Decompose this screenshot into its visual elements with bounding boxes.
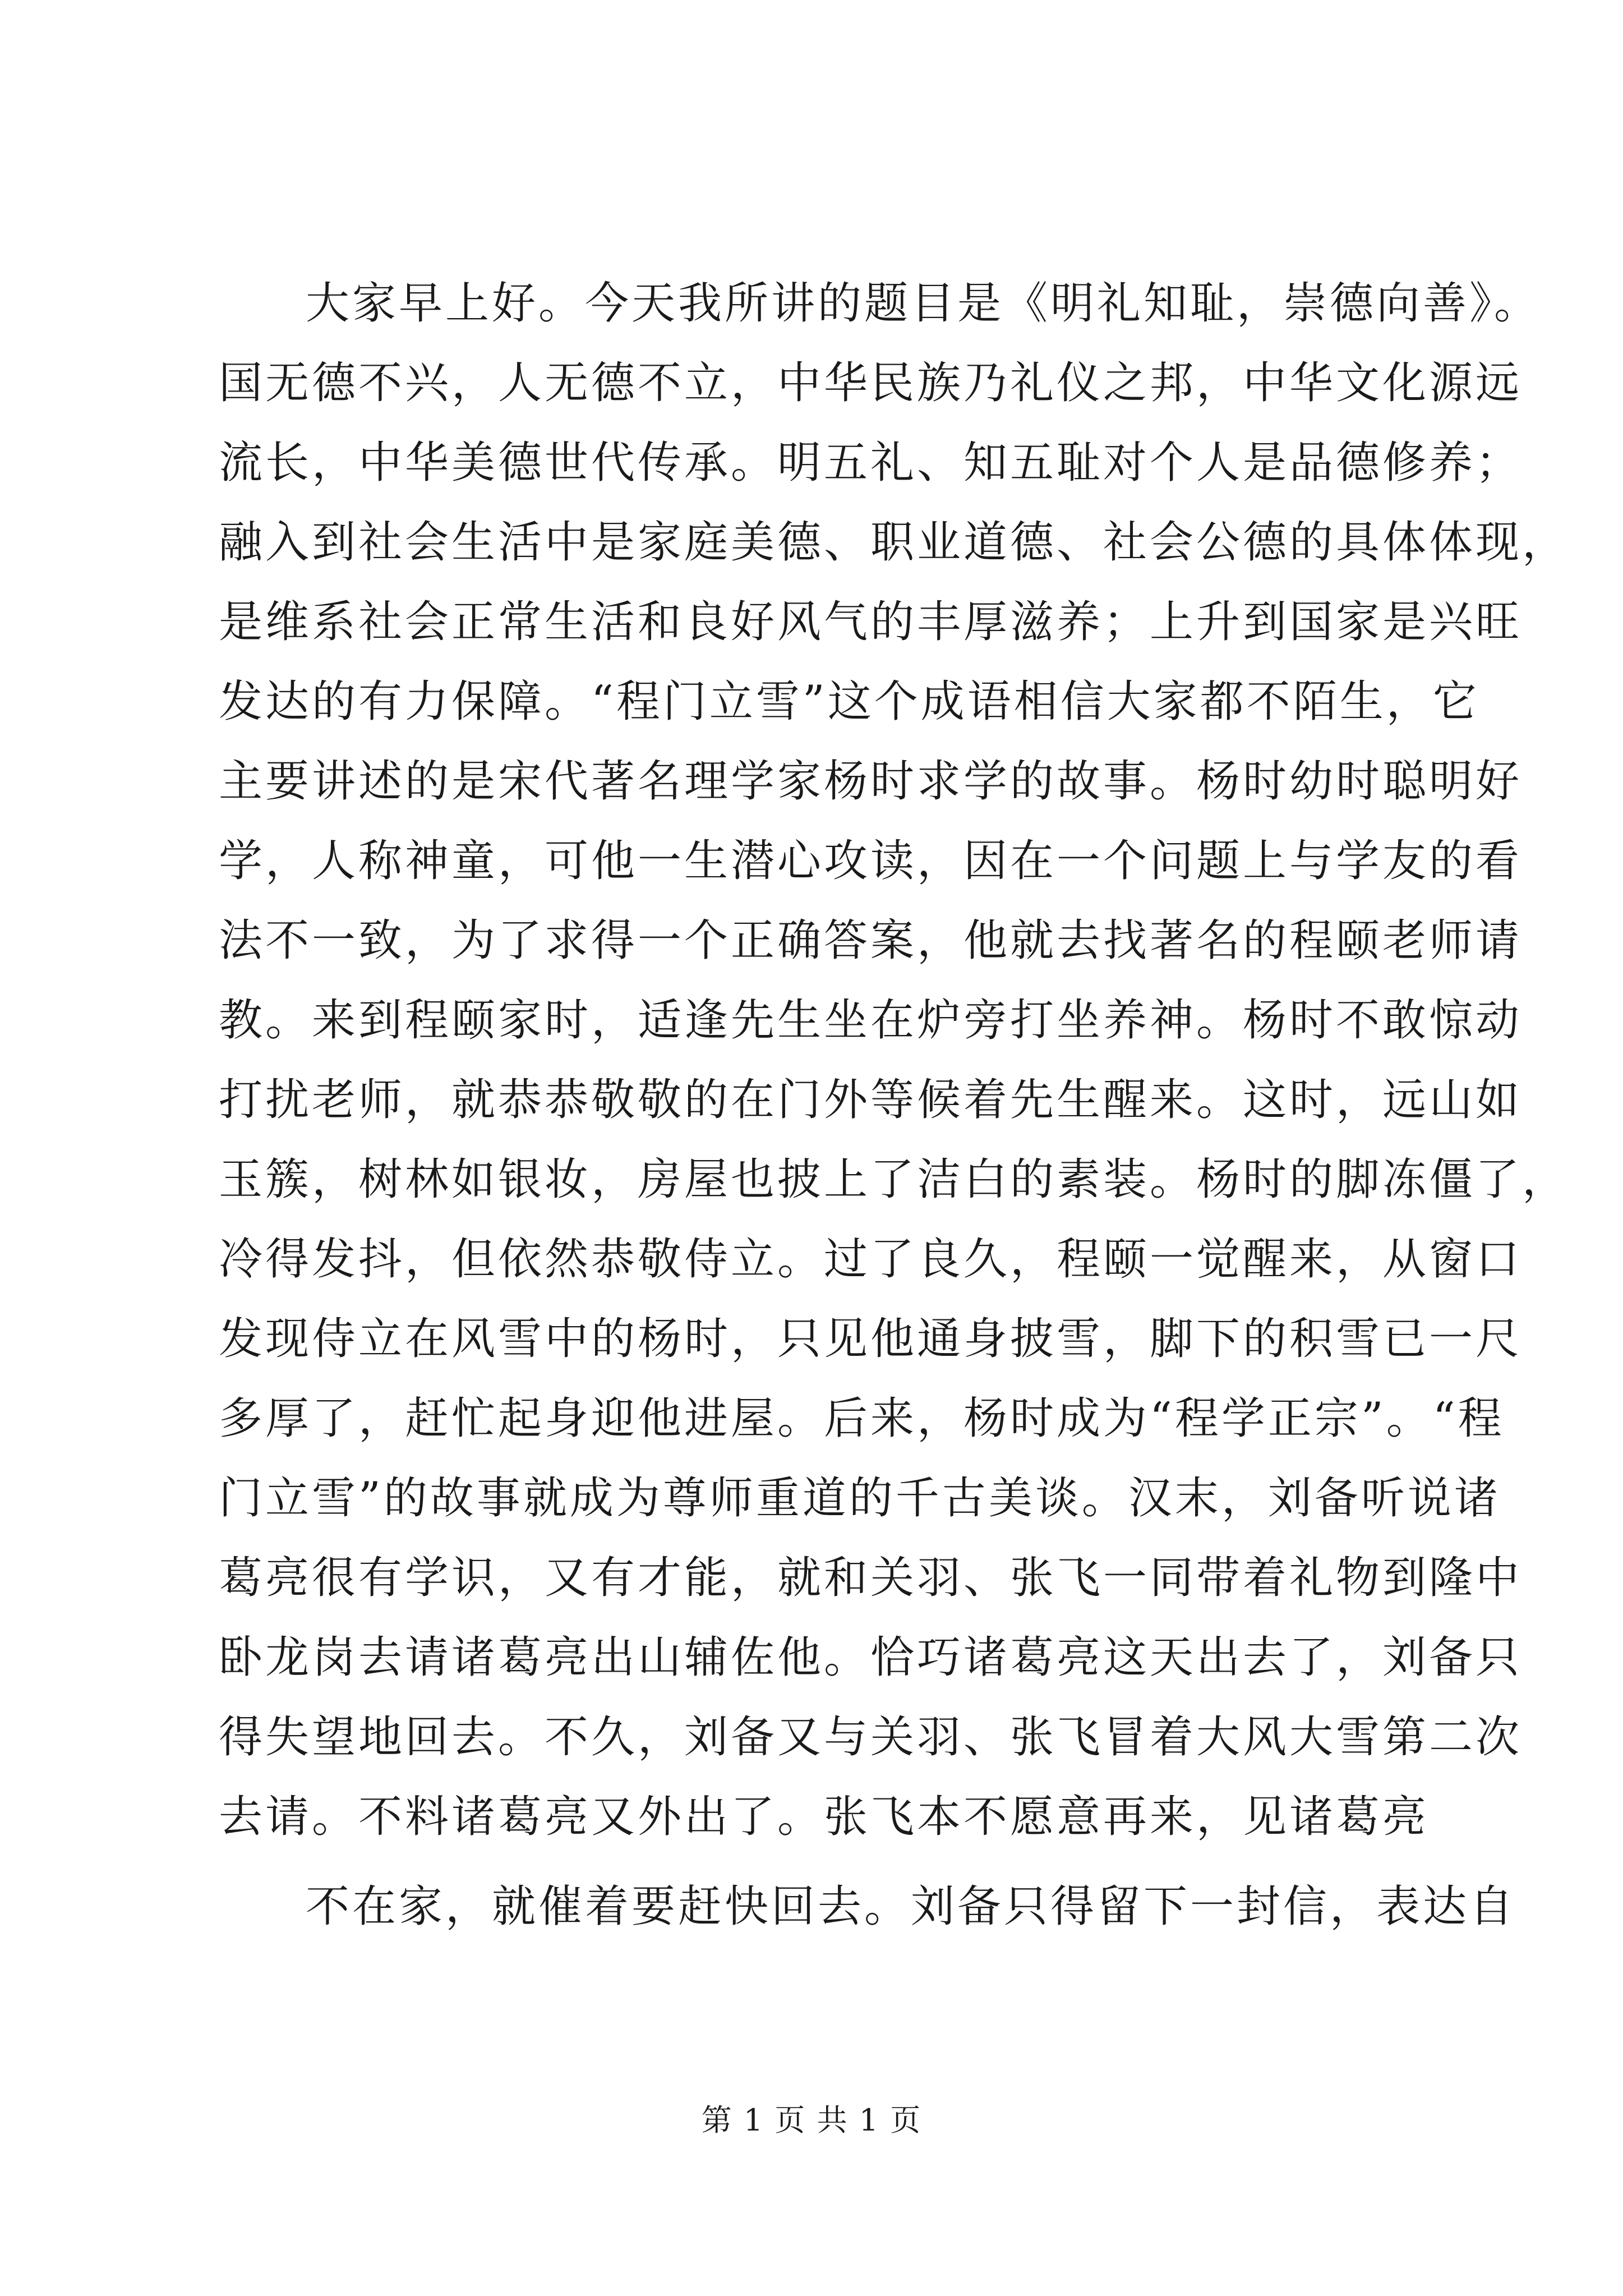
text-line: 是维系社会正常生活和良好风气的丰厚滋养；上升到国家是兴旺: [219, 597, 1523, 647]
text-line: 大家早上好。今天我所讲的题目是《明礼知耻，崇德向善》。: [306, 278, 1541, 329]
text-line: 卧龙岗去请诸葛亮出山辅佐他。恰巧诸葛亮这天出去了，刘备只: [219, 1632, 1523, 1683]
page-number-footer: 第 1 页 共 1 页: [701, 2102, 922, 2138]
text-line: 融入到社会生活中是家庭美德、职业道德、社会公德的具体体现，: [219, 517, 1569, 568]
text-line: 法不一致，为了求得一个正确答案，他就去找著名的程颐老师请: [219, 915, 1523, 966]
text-line: 教。来到程颐家时，适逢先生坐在炉旁打坐养神。杨时不敢惊动: [219, 995, 1523, 1046]
text-line: 冷得发抖，但依然恭敬侍立。过了良久，程颐一觉醒来，从窗口: [219, 1234, 1523, 1285]
text-line: 学，人称神童，可他一生潜心攻读，因在一个问题上与学友的看: [219, 836, 1523, 886]
text-line: 国无德不兴，人无德不立，中华民族乃礼仪之邦，中华文化源远: [219, 358, 1523, 408]
text-line: 去请。不料诸葛亮又外出了。张飞本不愿意再来，见诸葛亮: [219, 1792, 1430, 1842]
text-line: 门立雪”的故事就成为尊师重道的千古美谈。汉末，刘备听说诸: [219, 1473, 1501, 1524]
body-text: [219, 264, 1569, 1947]
text-line: 不在家，就催着要赶快回去。刘备只得留下一封信，表达自: [306, 1881, 1516, 1932]
text-line: 发现侍立在风雪中的杨时，只见他通身披雪，脚下的积雪已一尺: [219, 1314, 1523, 1364]
text-line: 得失望地回去。不久，刘备又与关羽、张飞冒着大风大雪第二次: [219, 1712, 1523, 1763]
text-line: 多厚了，赶忙起身迎他进屋。后来，杨时成为“程学正宗”。“程: [219, 1393, 1505, 1444]
text-line: 玉簇，树林如银妆，房屋也披上了洁白的素装。杨时的脚冻僵了，: [219, 1154, 1569, 1205]
text-line: 主要讲述的是宋代著名理学家杨时求学的故事。杨时幼时聪明好: [219, 756, 1523, 807]
text-line: 流长，中华美德世代传承。明五礼、知五耻对个人是品德修养；: [219, 438, 1523, 488]
text-line: 发达的有力保障。“程门立雪”这个成语相信大家都不陌生，它: [219, 677, 1479, 727]
text-line: 打扰老师，就恭恭敬敬的在门外等候着先生醒来。这时，远山如: [219, 1075, 1523, 1125]
text-line: 葛亮很有学识，又有才能，就和关羽、张飞一同带着礼物到隆中: [219, 1553, 1523, 1603]
